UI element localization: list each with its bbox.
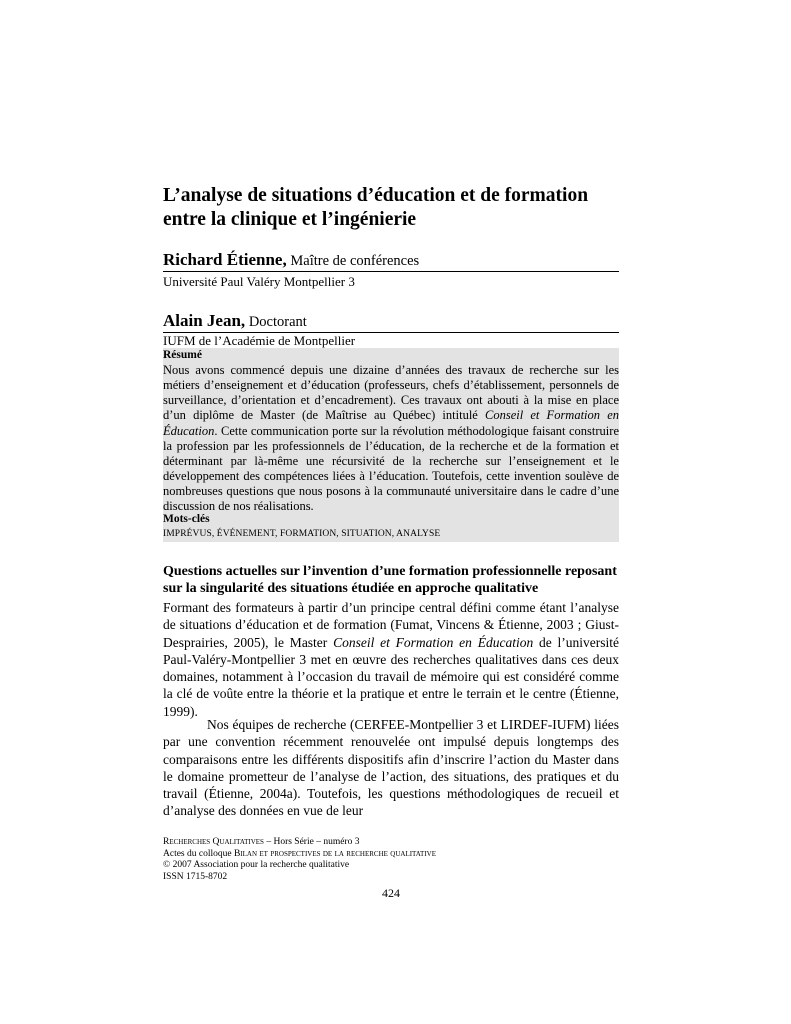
keywords: IMPRÉVUS, ÉVÉNEMENT, FORMATION, SITUATION, ANALYSE [163, 529, 441, 539]
paper-title: L’analyse de situations d’éducation et de formation entre la clinique et l’ingénierie [163, 185, 589, 230]
proceedings-title: Bilan et prospectives de la recherche qualitative [233, 848, 436, 859]
author-line-2 [163, 312, 619, 333]
abstract-master-title: Conseil et Formation en Éducation [163, 408, 619, 438]
author-role-1: Maître de conférences [286, 253, 420, 269]
author-role-2: Doctorant [245, 314, 307, 330]
issn: ISSN 1715-8702 [163, 871, 228, 882]
copyright: © 2007 Association pour la recherche qualitative [163, 860, 350, 870]
section-heading: Questions actuelles sur l’invention d’une formation professionnelle reposant sur la singularité des situations étudiée en approche qualitative [163, 564, 617, 597]
author-affiliation-1: Université Paul Valéry Montpellier 3 [163, 274, 355, 289]
page-footer: Recherches Qualitatives – Hors Série – numéro 3 Actes du colloque Bilan et prospectives de la recherche qualitative © 2007 Association pour la recherche qualitative ISSN 1715-8702 [163, 837, 619, 883]
abstract-heading: Résumé [163, 349, 202, 361]
author-affiliation-2: IUFM de l’Académie de Montpellier [163, 333, 356, 348]
author-line-1 [163, 251, 619, 272]
body-paragraph-1: Formant des formateurs à partir d’un principe central défini comme étant l’analyse de situations d’éducation et de formation (Fumat, Vincens & Étienne, 2003 ; Giust-Desprairies, 2005), le Master Conseil et Formation en Éducation de l’université Paul-Valéry-Montpellier 3 met en œuvre des recherches qualitatives dans ces deux domaines, notamment à l’occasion du travail de mémoire qui est considéré comme la clé de voûte entre la théorie et la pratique et entre le terrain et le centre (Étienne, 1999). [163, 600, 619, 719]
page-number: 424 [382, 886, 400, 900]
journal-name: Recherches Qualitatives [163, 837, 264, 847]
body-paragraph-2: Nos équipes de recherche (CERFEE-Montpellier 3 et LIRDEF-IUFM) liées par une convention récemment renouvelée ont impulsé depuis longtemps des comparaisons entre les différents dispositifs afin d’inscrire l’action du Master dans le domaine prometteur de l’analyse de l’action, des situations, des pratiques et du travail (Étienne, 2004a). Toutefois, les questions méthodologiques de recueil et d’analyse des données en vue de leur [163, 717, 619, 819]
author-name-2: Alain Jean, [163, 311, 246, 330]
abstract-text: Nous avons commencé depuis une dizaine d’années des travaux de recherche sur les métiers d’enseignement et d’éducation (professeurs, chefs d’établissement, personnels de surveillance, d’orientation et d’encadrement). Ces travaux ont abouti à la mise en place d’un diplôme de Master (de Maîtrise au Québec) intitulé Conseil et Formation en Éducation. Cette communication porte sur la révolution méthodologique faisant construire la profession par les professionnels de l’éducation, de la recherche et de la formation et déterminant par là-même une récursivité de la recherche sur l’enseignement et le développement des compétences liées à l’éducation. Toutefois, cette invention soulève de nombreuses questions que nous posons à la communauté universitaire dans le cadre d’une discussion de nos réalisations. [163, 363, 619, 514]
keywords-heading: Mots-clés [163, 513, 210, 525]
author-name-1: Richard Étienne, [163, 250, 287, 269]
